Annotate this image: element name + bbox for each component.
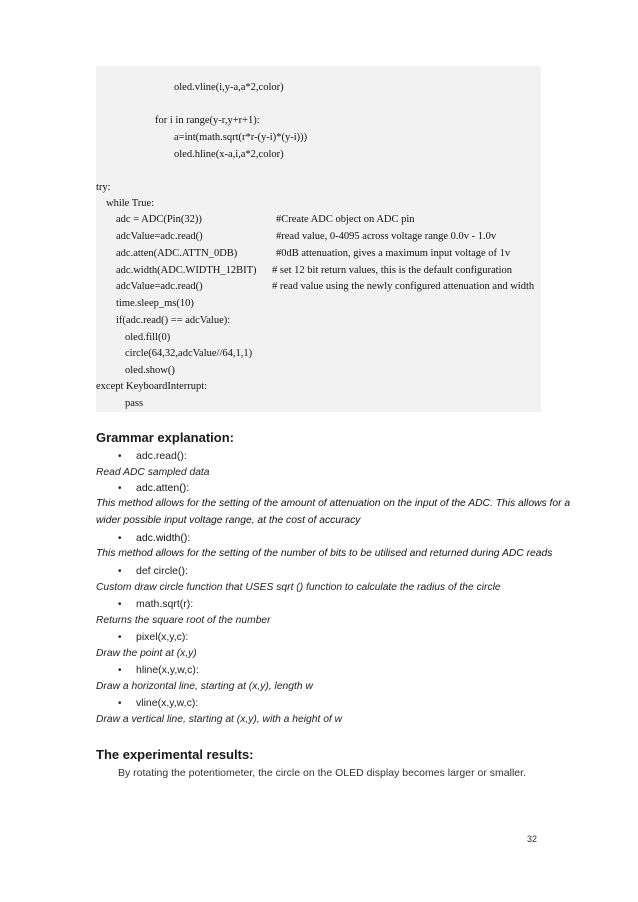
- code-line: pass: [125, 398, 144, 409]
- code-line: a=int(math.sqrt(r*r-(y-i)*(y-i))): [174, 132, 308, 143]
- bullet-term: adc.width():: [136, 532, 191, 544]
- code-line: adc = ADC(Pin(32)): [116, 214, 202, 225]
- code-comment: # read value using the newly configured attenuation and width: [272, 281, 535, 292]
- code-line: for i in range(y-r,y+r+1):: [155, 115, 260, 126]
- item-description: Returns the square root of the number: [96, 615, 271, 626]
- code-comment: # set 12 bit return values, this is the default configuration: [272, 265, 512, 276]
- results-text: By rotating the potentiometer, the circle on the OLED display becomes larger or smaller.: [118, 767, 526, 779]
- bullet-icon: •: [118, 698, 122, 709]
- bullet-item: [118, 631, 188, 643]
- code-line: oled.hline(x-a,i,a*2,color): [174, 149, 284, 160]
- code-line: if(adc.read() == adcValue):: [116, 315, 231, 326]
- bullet-term: math.sqrt(r):: [136, 598, 194, 610]
- bullet-item: [118, 532, 190, 544]
- item-description: Draw a vertical line, starting at (x,y), with a height of w: [96, 714, 343, 725]
- bullet-term: pixel(x,y,c):: [136, 631, 189, 643]
- bullet-item: [118, 482, 189, 494]
- code-comment: #Create ADC object on ADC pin: [276, 214, 415, 225]
- bullet-icon: •: [118, 483, 122, 494]
- bullet-item: [118, 697, 198, 709]
- item-description: This method allows for the setting of the amount of attenuation on the input of the ADC. This allows for a: [96, 498, 571, 509]
- bullet-term: def circle():: [136, 565, 188, 577]
- bullet-item: [118, 450, 187, 462]
- item-description: Draw the point at (x,y): [96, 648, 197, 659]
- bullet-icon: •: [118, 632, 122, 643]
- bullet-term: vline(x,y,w,c):: [136, 697, 199, 709]
- bullet-icon: •: [118, 451, 122, 462]
- code-line: oled.show(): [125, 365, 175, 376]
- bullet-item: [118, 565, 188, 577]
- item-description: This method allows for the setting of the number of bits to be utilised and returned during ADC reads: [96, 548, 553, 559]
- code-line: adc.width(ADC.WIDTH_12BIT): [116, 265, 257, 276]
- code-line: adcValue=adc.read(): [116, 281, 203, 292]
- bullet-icon: •: [118, 533, 122, 544]
- code-line: try:: [96, 182, 111, 193]
- item-description: Custom draw circle function that USES sqrt () function to calculate the radius of the circle: [96, 582, 501, 593]
- code-line: while True:: [106, 198, 155, 209]
- item-description: Draw a horizontal line, starting at (x,y), length w: [96, 681, 313, 692]
- code-line: oled.fill(0): [125, 332, 171, 343]
- bullet-icon: •: [118, 566, 122, 577]
- item-description-cont: wider possible input voltage range, at the cost of accuracy: [96, 515, 361, 526]
- code-comment: #read value, 0-4095 across voltage range 0.0v - 1.0v: [276, 231, 497, 242]
- code-line: circle(64,32,adcValue//64,1,1): [125, 348, 253, 359]
- code-line: adcValue=adc.read(): [116, 231, 203, 242]
- code-line: oled.vline(i,y-a,a*2,color): [174, 82, 284, 93]
- bullet-icon: •: [118, 665, 122, 676]
- code-line: adc.atten(ADC.ATTN_0DB): [116, 248, 238, 259]
- bullet-item: [118, 598, 193, 610]
- results-heading: The experimental results:: [96, 747, 254, 762]
- bullet-term: adc.read():: [136, 450, 187, 462]
- bullet-term: hline(x,y,w,c):: [136, 664, 199, 676]
- bullet-item: [118, 664, 199, 676]
- code-line: except KeyboardInterrupt:: [96, 381, 208, 392]
- code-line: time.sleep_ms(10): [116, 298, 194, 309]
- item-description: Read ADC sampled data: [96, 467, 210, 478]
- code-comment: #0dB attenuation, gives a maximum input voltage of 1v: [276, 248, 511, 259]
- bullet-term: adc.atten():: [136, 482, 190, 494]
- page-number: 32: [527, 834, 538, 844]
- grammar-heading: Grammar explanation:: [96, 430, 234, 445]
- bullet-icon: •: [118, 599, 122, 610]
